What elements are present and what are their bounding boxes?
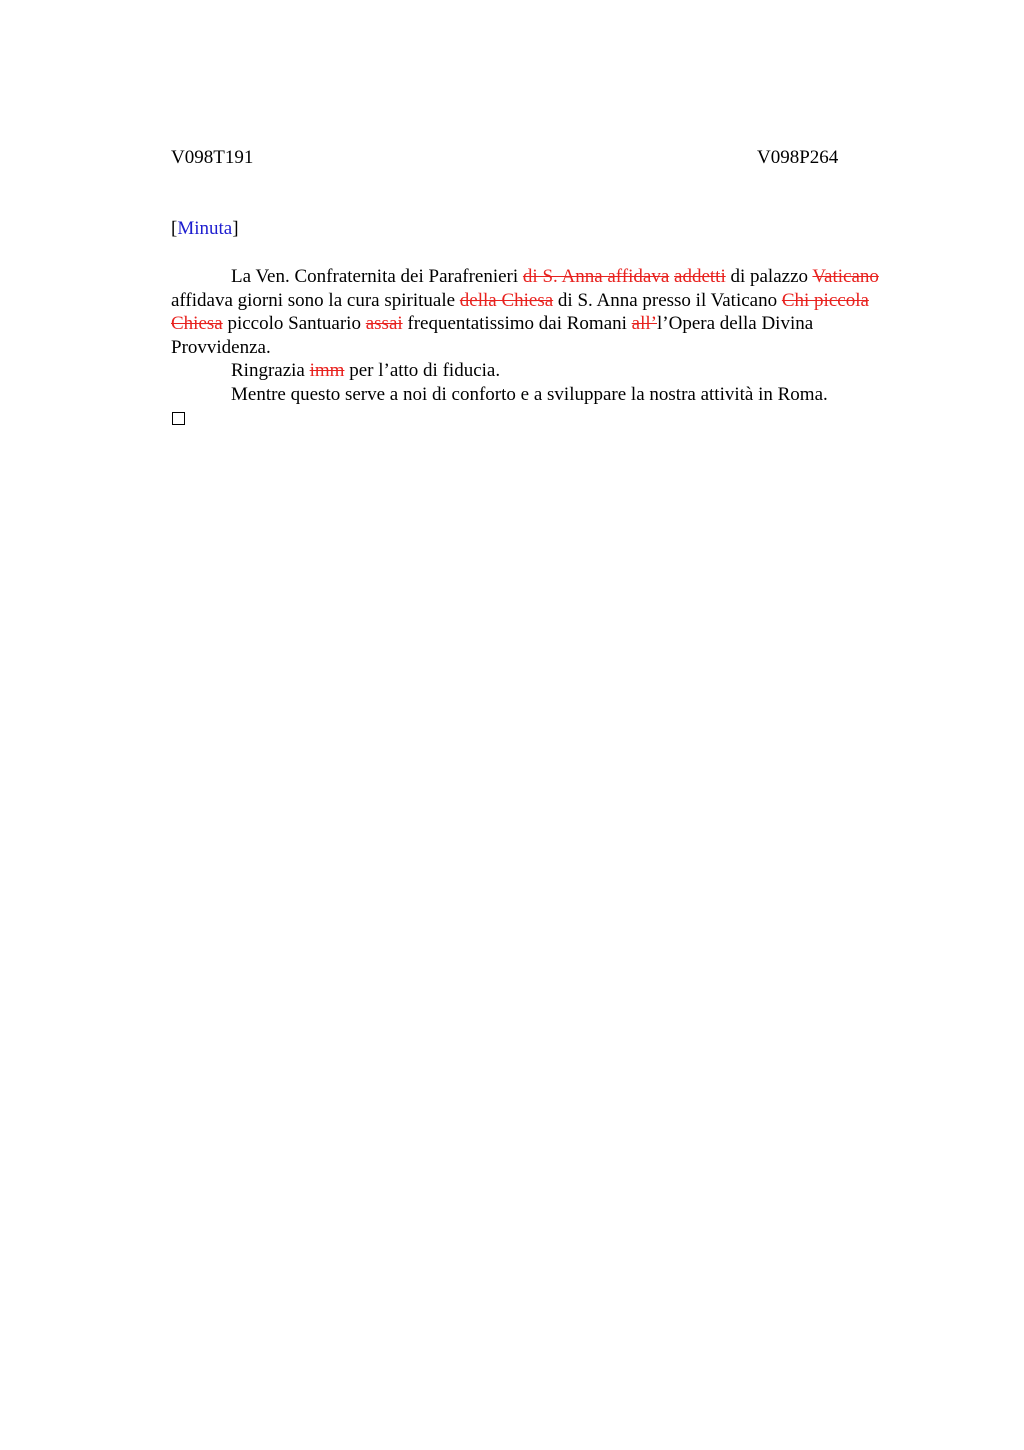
- text-segment: Ringrazia: [231, 360, 310, 382]
- minuta-label: [171, 217, 239, 241]
- bracket-open: [: [171, 218, 178, 239]
- text-segment: frequentatissimo dai Romani: [402, 313, 632, 335]
- empty-square-icon: [172, 412, 185, 425]
- text-segment: per l’atto di fiducia.: [344, 360, 501, 382]
- deleted-text: addetti: [674, 266, 726, 287]
- text-segment: Mentre questo serve a noi di conforto e a sviluppare la nostra attività in Roma.: [231, 383, 828, 405]
- deleted-text: Vaticano: [812, 266, 879, 287]
- text-segment: piccolo Santuario: [222, 313, 366, 335]
- paragraph: [171, 359, 916, 383]
- document-ref-left: V098T191: [171, 147, 254, 168]
- bracket-close: ]: [232, 218, 239, 239]
- deleted-text: della Chiesa: [459, 289, 554, 311]
- minuta-tag: Minuta: [177, 218, 233, 239]
- text-segment: di S. Anna presso il Vaticano: [553, 289, 782, 311]
- deleted-text: di S. Anna affidava: [522, 266, 670, 287]
- deleted-text: assai: [365, 313, 403, 335]
- deleted-text: imm: [309, 360, 345, 382]
- deleted-text: all’: [631, 313, 657, 335]
- text-segment: l’Opera della Divina Provvidenza.: [171, 313, 814, 358]
- deleted-text: Chi piccola Chiesa: [171, 289, 869, 335]
- text-segment: di palazzo: [725, 266, 813, 287]
- text-segment: La Ven. Confraternita dei Parafrenieri: [231, 266, 523, 287]
- paragraph: [171, 383, 916, 407]
- document-ref-right: V098P264: [757, 147, 839, 168]
- paragraph: [171, 265, 916, 359]
- text-segment: affidava giorni sono la cura spirituale: [171, 289, 460, 311]
- document-body: [171, 265, 916, 407]
